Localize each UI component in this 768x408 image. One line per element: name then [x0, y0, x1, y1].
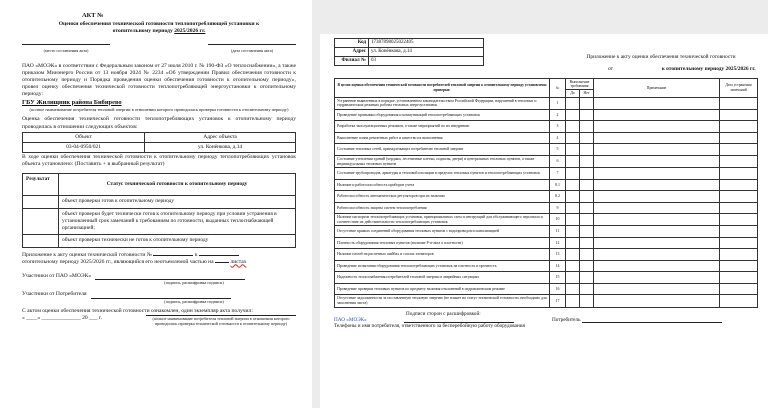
- appendix-text-3: отопительному периоду 2025/2026 гг., являющийся его неотъемлемой частью на: [22, 258, 214, 265]
- deadline-cell[interactable]: [720, 272, 758, 284]
- no-cell[interactable]: [580, 109, 594, 121]
- act-title: АКТ №: [82, 12, 104, 19]
- deadline-cell[interactable]: [720, 260, 758, 272]
- no-cell[interactable]: [580, 272, 594, 284]
- no-cell[interactable]: [580, 237, 594, 249]
- table-row: [335, 237, 758, 249]
- consumer-label: Потребитель: [552, 316, 581, 323]
- deadline-header: Дата устранения замечаний: [720, 78, 758, 97]
- signature-caption-2: (подпись, расшифровка подписи): [164, 298, 224, 304]
- criteria-text: Работоспособность автоматических регуляторов при их наличии: [335, 191, 550, 203]
- table-row: [335, 249, 758, 261]
- note-cell[interactable]: [594, 214, 720, 226]
- no-cell[interactable]: [580, 179, 594, 191]
- deadline-cell[interactable]: [720, 226, 758, 238]
- criteria-number: 8.1: [550, 179, 566, 191]
- criteria-number: 10: [550, 214, 566, 226]
- status-col-header: Статус технической готовности к отопительному периоду: [59, 173, 296, 195]
- appendix-text: [22, 252, 296, 266]
- note-cell[interactable]: [594, 260, 720, 272]
- address-value: ул. Конёнкова, д.14: [369, 47, 484, 56]
- no-cell[interactable]: [580, 97, 594, 109]
- yes-cell[interactable]: [566, 97, 580, 109]
- note-cell[interactable]: [594, 226, 720, 238]
- criteria-text: Наличие и работоспособность приборов учета: [335, 179, 550, 191]
- criteria-text: Состояние трубопроводов, арматуры и тепловой изоляции в пределах тепловых пунктов и теплопотребляющих установок: [335, 168, 550, 180]
- table-row: [335, 121, 758, 133]
- yes-cell[interactable]: [566, 121, 580, 133]
- deadline-cell[interactable]: [720, 214, 758, 226]
- table-row: [335, 214, 758, 226]
- no-cell[interactable]: [580, 260, 594, 272]
- appendix-page: [320, 34, 768, 408]
- title-years: 2025/2026 гг.: [174, 28, 206, 35]
- no-cell[interactable]: [580, 283, 594, 295]
- criteria-number: 11: [550, 226, 566, 238]
- criteria-number: 5: [550, 144, 566, 156]
- yes-cell[interactable]: [566, 179, 580, 191]
- criteria-number: 2: [550, 109, 566, 121]
- intro-text: ПАО «МОЭК» в соответствии с Федеральным законом от 27 июля 2010 г. № 190-ФЗ «О теплоснабжении», а также приказом Минэнерго России от 13 ноября 2024 № 2234 «Об утверждении Правил обеспечения готовности к отопительному периоду и Порядка проведения оценки обеспечения готовности к отопительному периоду», провел оценку обеспечения технической готовности теплопотребляющей энергоустановки к отопительному периоду:: [22, 62, 296, 98]
- yes-cell[interactable]: [566, 155, 580, 167]
- consumer-signature[interactable]: [582, 322, 722, 323]
- criteria-text: Наличие пломб на расчетных шайбах и соплах элеваторов: [335, 249, 550, 261]
- table-row: [335, 144, 758, 156]
- no-cell[interactable]: [580, 132, 594, 144]
- table-row: [335, 272, 758, 284]
- object-address: ул. Конёнкова, д.14: [145, 142, 296, 152]
- note-cell[interactable]: [594, 109, 720, 121]
- objects-table: [22, 132, 296, 153]
- deadline-cell[interactable]: [720, 295, 758, 307]
- no-cell[interactable]: [580, 226, 594, 238]
- appendix-date-line[interactable]: [199, 255, 239, 256]
- compliance-header: Выполнение требования: [566, 78, 594, 90]
- result-table: [22, 173, 296, 248]
- result-option-1: объект проверки готов к отопительному периоду: [59, 195, 296, 208]
- yes-cell[interactable]: [566, 283, 580, 295]
- num-header: №: [550, 78, 566, 97]
- table-row: [23, 208, 296, 234]
- yes-cell[interactable]: [566, 237, 580, 249]
- note-cell[interactable]: [594, 295, 720, 307]
- criteria-text: Проведение испытания оборудования теплопотребляющих установок на плотность и прочность: [335, 260, 550, 272]
- result-checkbox-1[interactable]: [23, 195, 59, 208]
- result-checkbox-3[interactable]: [23, 234, 59, 247]
- result-col-header: Результат: [23, 173, 59, 195]
- filial-label: Филиал №: [335, 56, 369, 65]
- yes-cell[interactable]: [566, 202, 580, 214]
- participant-moek-row: [22, 273, 296, 280]
- yes-cell[interactable]: [566, 260, 580, 272]
- yes-cell[interactable]: [566, 272, 580, 284]
- yes-header: Да: [566, 90, 580, 97]
- criteria-text: Отсутствие задолженности за поставленную тепловую энергию (не влияет на статус технической готовности, необходимо для заполнения листа): [335, 295, 550, 307]
- criteria-number: 7: [550, 168, 566, 180]
- no-cell[interactable]: [580, 295, 594, 307]
- note-cell[interactable]: [594, 272, 720, 284]
- deadline-cell[interactable]: [720, 202, 758, 214]
- criteria-number: 3: [550, 121, 566, 133]
- title-line-2: отопительному периоду: [112, 28, 173, 35]
- appendix-text-1: Приложение к акту оценки технической готовности №: [22, 251, 153, 258]
- objects-col-object: Объект: [23, 132, 145, 142]
- note-cell[interactable]: [594, 155, 720, 167]
- signed-label: Подписи сторон с расшифровкой:: [406, 310, 481, 317]
- yes-cell[interactable]: [566, 214, 580, 226]
- deadline-cell[interactable]: [720, 132, 758, 144]
- table-row: [335, 191, 758, 203]
- criteria-text: Отсутствие прямых соединений оборудования тепловых пунктов с водопроводом и канализацией: [335, 226, 550, 238]
- table-row: [335, 202, 758, 214]
- appendix-subtitle: [608, 66, 756, 72]
- kod-label: Код: [335, 39, 369, 48]
- criteria-text: Разработка эксплуатационных режимов, а также мероприятий по их внедрению: [335, 121, 550, 133]
- act-heading: [22, 21, 296, 35]
- yes-cell[interactable]: [566, 109, 580, 121]
- deadline-cell[interactable]: [720, 97, 758, 109]
- signatures-block: [334, 311, 758, 329]
- participant-consumer-label: Участники от Потребителя: [22, 291, 87, 298]
- note-cell[interactable]: [594, 144, 720, 156]
- consumer-name: ГБУ Жилищник района Бибирево: [22, 98, 122, 106]
- criteria-text: Проведение промывки оборудования и коммуникаций теплопотребляющих установок: [335, 109, 550, 121]
- yes-cell[interactable]: [566, 191, 580, 203]
- criteria-number: 9: [550, 202, 566, 214]
- note-cell[interactable]: [594, 191, 720, 203]
- criteria-number: 16: [550, 283, 566, 295]
- criteria-text: Устранение выявленных в порядке, установленном законодательством Российской Федерации, нарушений в тепловых и гидравлических режимах работы тепловых энергоустановок: [335, 97, 550, 109]
- note-cell[interactable]: [594, 132, 720, 144]
- no-cell[interactable]: [580, 155, 594, 167]
- table-row: [335, 109, 758, 121]
- criteria-number: 6: [550, 155, 566, 167]
- criteria-number: 4: [550, 132, 566, 144]
- familiarized-text: С актом оценки обеспечения технической готовности ознакомлен, один экземпляр акта получил:: [22, 307, 253, 314]
- appendix-title: Приложение к акту оценки обеспечения технической готовности: [586, 54, 736, 60]
- appendix-number-line[interactable]: [153, 255, 193, 256]
- result-option-2: объект проверки будет технически готов к отопительному периоду при условии устранения в установленный срок замечаний к требованиям по готовности, выданных теплоснабжающей организацией;: [59, 208, 296, 234]
- criteria-number: 12: [550, 237, 566, 249]
- kod-value: 17387898025022405: [369, 39, 484, 48]
- participant-moek-label: Участники от ПАО «МОЭК»: [22, 272, 92, 279]
- table-row: [23, 142, 296, 152]
- no-cell[interactable]: [580, 249, 594, 261]
- result-option-3: объект проверки технически не готов к отопительному периоду: [59, 234, 296, 247]
- table-row: [23, 195, 296, 208]
- appendix-text-4: листах: [230, 258, 247, 265]
- no-cell[interactable]: [580, 168, 594, 180]
- participant-consumer-row: [22, 291, 296, 298]
- deadline-cell[interactable]: [720, 191, 758, 203]
- criteria-number: 13: [550, 249, 566, 261]
- date-caption: (дата составления акта): [230, 47, 273, 53]
- no-cell[interactable]: [580, 144, 594, 156]
- object-info-table: [334, 38, 484, 66]
- table-row: [335, 168, 758, 180]
- deadline-cell[interactable]: [720, 121, 758, 133]
- note-cell[interactable]: [594, 237, 720, 249]
- criteria-number: 15: [550, 272, 566, 284]
- deadline-cell[interactable]: [720, 109, 758, 121]
- note-cell[interactable]: [594, 179, 720, 191]
- act-page: [0, 0, 312, 408]
- result-checkbox-2[interactable]: [23, 208, 59, 234]
- appendix-to: к отопительному периоду 2025/2026 гг.: [661, 66, 756, 72]
- note-cell[interactable]: [594, 97, 720, 109]
- table-row: [335, 155, 758, 167]
- bottom-caption: (полное наименование потребителя тепловой энергии в отношении которого проводилась проверка технической готовности к отопительному периоду): [146, 315, 296, 327]
- criteria-number: 1: [550, 97, 566, 109]
- filial-value: 03: [369, 56, 484, 65]
- no-cell[interactable]: [580, 121, 594, 133]
- criteria-number: 17: [550, 295, 566, 307]
- conclusion-text: В ходе оценки обеспечения технической готовности к отопительному периоду теплопотребляющих установок объекта установлено: (Поставить + в выбранный результат): [22, 153, 296, 167]
- appendix-sheets-line[interactable]: [215, 262, 229, 263]
- table-row: [335, 226, 758, 238]
- deadline-cell[interactable]: [720, 144, 758, 156]
- table-row: [335, 260, 758, 272]
- signature-caption-1: (подпись, расшифровка подписи): [164, 280, 224, 286]
- appendix-text-2: к: [194, 251, 198, 258]
- criteria-text: Состояние тепловых сетей, принадлежащих потребителю тепловой энергии: [335, 144, 550, 156]
- place-caption: (место составления акта): [43, 47, 89, 53]
- criteria-number: 8.2: [550, 191, 566, 203]
- yes-cell[interactable]: [566, 295, 580, 307]
- yes-cell[interactable]: [566, 249, 580, 261]
- object-id: 03-04-0950/021: [23, 142, 145, 152]
- criteria-text: Плотность оборудования тепловых пунктов (наличие P-n-акта о плотности): [335, 237, 550, 249]
- deadline-cell[interactable]: [720, 237, 758, 249]
- criteria-text: Работоспособность защиты систем теплопотребления: [335, 202, 550, 214]
- consumer-caption: (полное наименование потребителя тепловой энергии в отношении которого проводилась проверка готовности к отопительному периоду): [29, 106, 289, 112]
- no-cell[interactable]: [580, 191, 594, 203]
- note-cell[interactable]: [594, 202, 720, 214]
- deadline-cell[interactable]: [720, 249, 758, 261]
- no-cell[interactable]: [580, 214, 594, 226]
- appendix-from: от: [608, 66, 613, 72]
- title-line-1: Оценки обеспечения технической готовности теплопотребляющей установки к: [58, 21, 260, 28]
- yes-cell[interactable]: [566, 226, 580, 238]
- criteria-number: 14: [550, 260, 566, 272]
- phone-label: Телефоны и имя потребителя, ответственного за бесперебойную работу оборудования: [334, 322, 525, 329]
- yes-cell[interactable]: [566, 168, 580, 180]
- no-cell[interactable]: [580, 202, 594, 214]
- place-date-row: [22, 39, 296, 55]
- criteria-text: Состояние утепления зданий (чердаки, лестничные клетки, подвалы, двери) и центральных тепловых пунктов, а также индивидуальных тепловых пунктов: [335, 155, 550, 167]
- note-cell[interactable]: [594, 249, 720, 261]
- moek-label: ПАО «МОЭК»: [334, 316, 367, 323]
- address-label: Адрес: [335, 47, 369, 56]
- table-row: [335, 179, 758, 191]
- date-placeholder[interactable]: « ____» ______________ 20 ___ г.: [22, 315, 102, 322]
- table-row: [335, 283, 758, 295]
- table-row: [335, 295, 758, 307]
- deadline-cell[interactable]: [720, 168, 758, 180]
- deadline-cell[interactable]: [720, 283, 758, 295]
- deadline-cell[interactable]: [720, 155, 758, 167]
- assessment-text: Оценка обеспечения технической готовности теплопотребляющих установок к отопительному периоду проводилась в отношении следующих объектов:: [22, 116, 296, 130]
- note-cell[interactable]: [594, 283, 720, 295]
- criteria-text: Проведение проверки тепловых пунктов по предмету наличия отклонений в гидравлическом режиме: [335, 283, 550, 295]
- yes-cell[interactable]: [566, 144, 580, 156]
- yes-cell[interactable]: [566, 132, 580, 144]
- note-cell[interactable]: [594, 121, 720, 133]
- table-row: [335, 132, 758, 144]
- date-line-field[interactable]: [208, 39, 296, 45]
- criteria-text: Надежность теплоснабжения потребителей тепловой энергии в аварийных ситуациях: [335, 272, 550, 284]
- note-cell[interactable]: [594, 168, 720, 180]
- criteria-text: Выполнение плана ремонтных работ и качество их выполнения: [335, 132, 550, 144]
- objects-col-address: Адрес объекта: [145, 132, 296, 142]
- table-row: [23, 234, 296, 247]
- criteria-header: В целях оценки обеспечения технической готовности потребителей тепловой энергии к отопительному периоду установлены проверки:: [335, 78, 550, 97]
- place-line[interactable]: [22, 39, 110, 45]
- table-row: [335, 97, 758, 109]
- criteria-text: Наличие паспортов теплопотребляющих установок, принципиальных схем и инструкций для обслуживающего персонала и соответствие их действительности теплопотребляющих установок: [335, 214, 550, 226]
- no-header: Нет: [580, 90, 594, 97]
- deadline-cell[interactable]: [720, 179, 758, 191]
- note-header: Примечание: [594, 78, 720, 97]
- criteria-table: [334, 78, 758, 308]
